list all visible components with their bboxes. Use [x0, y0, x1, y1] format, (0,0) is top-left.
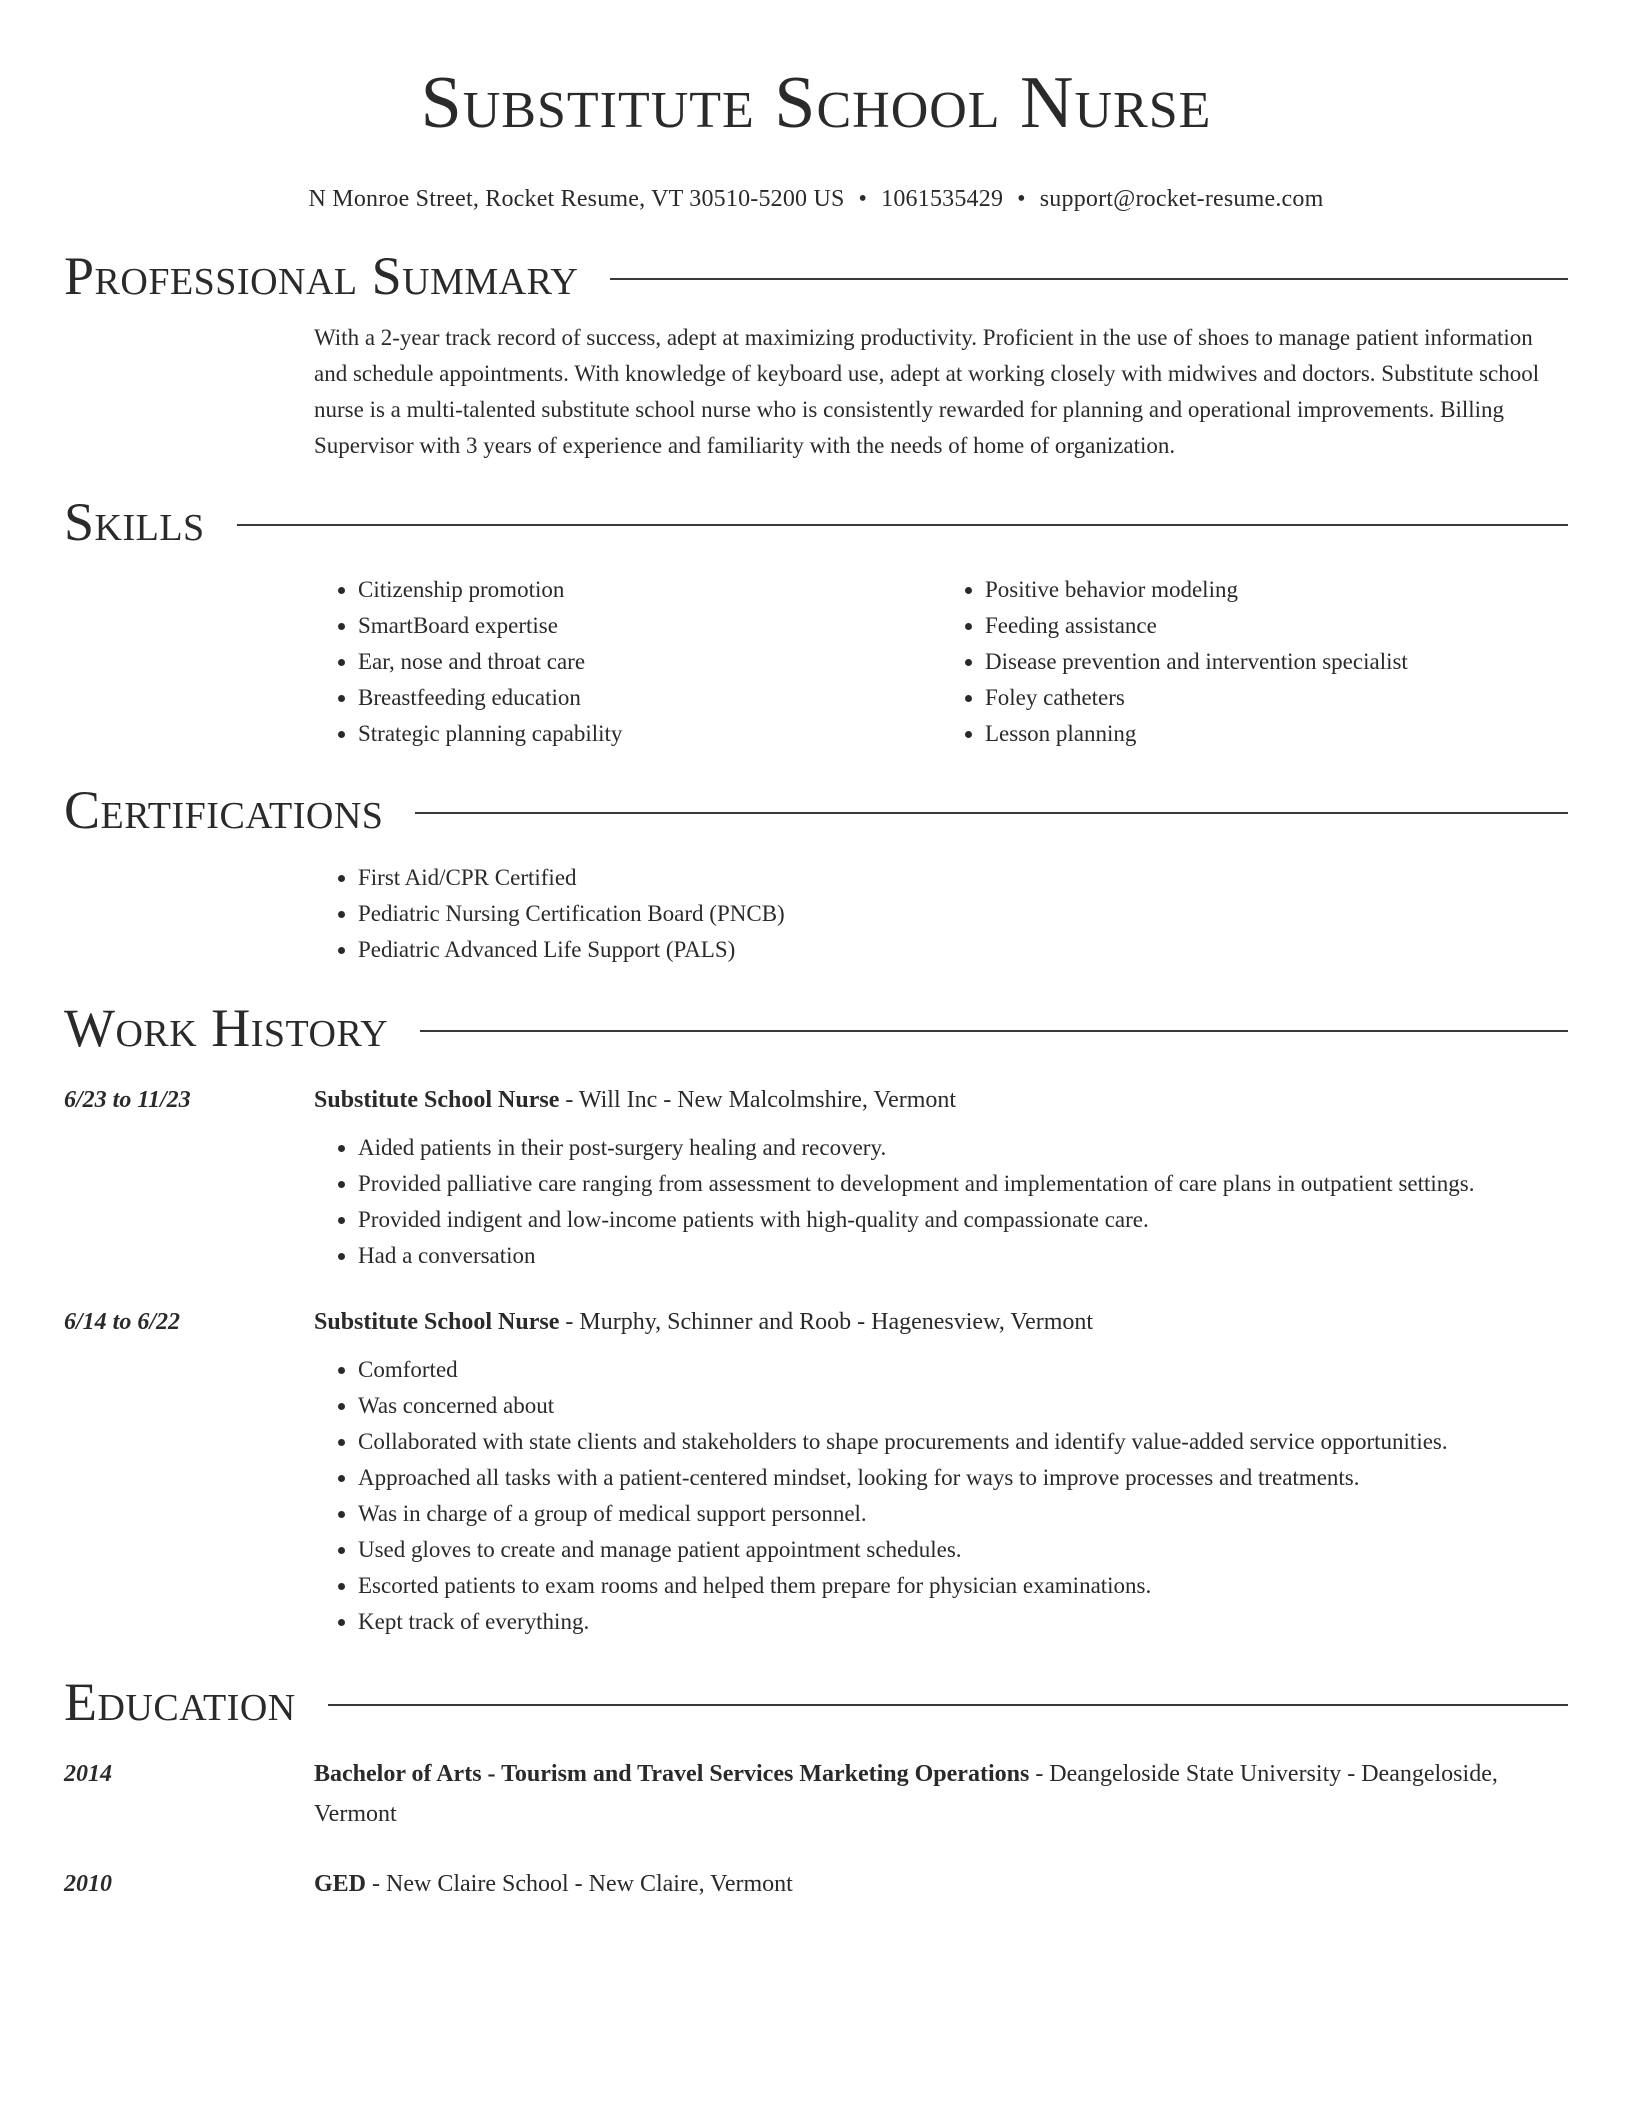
education-entry	[64, 1754, 1568, 1834]
skill-item: • Breastfeeding education	[358, 680, 941, 716]
section-divider	[237, 524, 1568, 526]
separator-dot: •	[858, 186, 868, 212]
summary-content	[314, 320, 1568, 464]
section-divider	[328, 1704, 1568, 1706]
contact-line	[64, 184, 1568, 214]
education-details: - Deangeloside State University - Deangeloside, Vermont	[314, 1761, 1498, 1827]
education-body	[314, 1864, 1568, 1904]
job-bullet: • Aided patients in their post-surgery healing and recovery.	[358, 1130, 1568, 1166]
skill-item: • Lesson planning	[985, 716, 1568, 752]
job-role: Substitute School Nurse	[314, 1309, 560, 1335]
education-section-header	[64, 1670, 1568, 1734]
separator-dot: •	[1017, 186, 1026, 212]
job-entry	[64, 1302, 1568, 1640]
job-heading	[314, 1080, 1568, 1120]
skills-title: Skills	[64, 492, 205, 552]
job-bullet: • Had a conversation	[358, 1238, 1568, 1274]
section-divider	[420, 1030, 1568, 1032]
work-title: Work History	[64, 998, 389, 1058]
skill-item: • Ear, nose and throat care	[358, 644, 941, 680]
job-bullet: • Provided indigent and low-income patients with high-quality and compassionate care.	[358, 1202, 1568, 1238]
job-heading	[314, 1302, 1568, 1342]
certifications-title: Certifications	[64, 780, 384, 840]
education-year: 2014	[64, 1761, 112, 1787]
education-details: - New Claire School - New Claire, Vermont	[366, 1871, 793, 1897]
certifications-section-header	[64, 778, 1568, 842]
job-bullets	[314, 1130, 1568, 1274]
contact-address: N Monroe Street, Rocket Resume, VT 30510-5200 US	[308, 186, 845, 212]
job-entry	[64, 1080, 1568, 1274]
skill-item: • Positive behavior modeling	[985, 572, 1568, 608]
section-divider	[415, 812, 1568, 814]
job-role: Substitute School Nurse	[314, 1087, 560, 1113]
education-body	[314, 1754, 1568, 1834]
skills-section-header	[64, 490, 1568, 554]
job-bullet: • Was in charge of a group of medical support personnel.	[358, 1496, 1568, 1532]
job-bullet: • Approached all tasks with a patient-centered mindset, looking for ways to improve processes and treatments.	[358, 1460, 1568, 1496]
certifications-list	[314, 860, 1568, 968]
skill-item: • SmartBoard expertise	[358, 608, 941, 644]
skill-item: • Feeding assistance	[985, 608, 1568, 644]
skills-list-left	[314, 572, 941, 752]
summary-text: With a 2-year track record of success, adept at maximizing productivity. Proficient in the use of shoes to manage patient information and schedule appointments. With knowledge of keyboard use, adept at working closely with midwives and doctors. Substitute school nurse is a multi-talented substitute school nurse who is consistently rewarded for planning and operational improvements. Billing Supervisor with 3 years of experience and familiarity with the needs of home of organization.	[314, 325, 1540, 458]
candidate-name: Substitute School Nurse	[420, 62, 1212, 144]
job-bullet: • Kept track of everything.	[358, 1604, 1568, 1640]
job-body	[314, 1080, 1568, 1274]
job-bullet: • Escorted patients to exam rooms and helped them prepare for physician examinations.	[358, 1568, 1568, 1604]
summary-section-header	[64, 244, 1568, 308]
job-bullet: • Collaborated with state clients and stakeholders to shape procurements and identify value-added service opportunities.	[358, 1424, 1568, 1460]
contact-phone: 1061535429	[881, 186, 1004, 212]
contact-email: support@rocket-resume.com	[1039, 186, 1324, 212]
skills-list-right	[941, 572, 1568, 752]
job-bullet: • Was concerned about	[358, 1388, 1568, 1424]
skill-item: • Citizenship promotion	[358, 572, 941, 608]
skill-item: • Disease prevention and intervention specialist	[985, 644, 1568, 680]
work-section-header	[64, 996, 1568, 1060]
certification-item: • Pediatric Nursing Certification Board (PNCB)	[358, 896, 1568, 932]
education-year: 2010	[64, 1871, 112, 1897]
certifications-content	[314, 860, 1568, 968]
summary-title: Professional Summary	[64, 246, 579, 306]
certification-item: • First Aid/CPR Certified	[358, 860, 1568, 896]
skill-item: • Foley catheters	[985, 680, 1568, 716]
education-title: Education	[64, 1672, 296, 1732]
job-bullet: • Comforted	[358, 1352, 1568, 1388]
section-divider	[610, 278, 1568, 280]
education-degree: GED	[314, 1871, 367, 1897]
job-bullets	[314, 1352, 1568, 1640]
education-degree: Bachelor of Arts - Tourism and Travel Services Marketing Operations	[314, 1761, 1030, 1787]
job-details: - Murphy, Schinner and Roob - Hagenesview, Vermont	[559, 1309, 1094, 1335]
job-body	[314, 1302, 1568, 1640]
skills-content	[314, 572, 1568, 752]
job-dates: 6/14 to 6/22	[64, 1309, 181, 1335]
job-bullet: • Used gloves to create and manage patient appointment schedules.	[358, 1532, 1568, 1568]
certification-item: • Pediatric Advanced Life Support (PALS)	[358, 932, 1568, 968]
skills-grid	[314, 572, 1568, 752]
job-bullet: • Provided palliative care ranging from assessment to development and implementation of care plans in outpatient settings.	[358, 1166, 1568, 1202]
education-entry	[64, 1864, 1568, 1904]
job-details: - Will Inc - New Malcolmshire, Vermont	[559, 1087, 957, 1113]
job-dates: 6/23 to 11/23	[64, 1087, 191, 1113]
skill-item: • Strategic planning capability	[358, 716, 941, 752]
